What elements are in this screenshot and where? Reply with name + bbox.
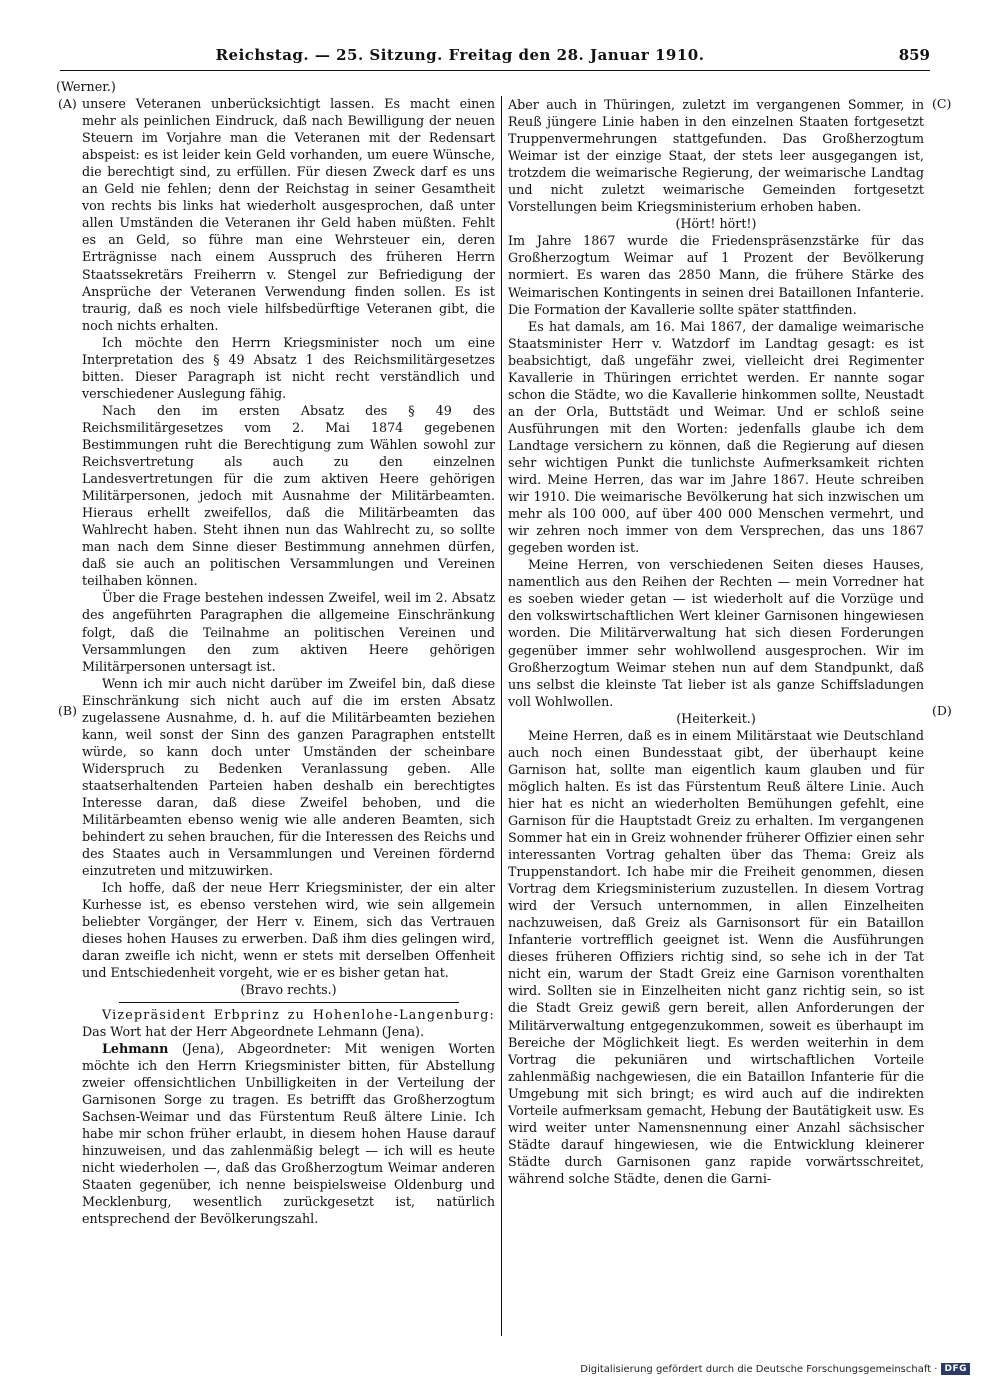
president-paragraph (82, 1006, 495, 1040)
interjection: (Hört! hört!) (675, 216, 757, 232)
paragraph: Über die Frage bestehen indessen Zweifel, weil im 2. Absatz des angeführten Paragraphen die allgemeine Einschränkung folgt, daß die Teilnahme an politischen Vereinen und Versammlungen den zum aktiven Heere gehörigen Militärpersonen untersagt ist. (82, 590, 495, 674)
paragraph: Es hat damals, am 16. Mai 1867, der damalige weimarische Staatsminister Herr v. Watzdorf im Landtag gesagt: es ist beabsichtigt, daß ungefähr zwei, vielleicht drei Regimenter Kavallerie in Thüringen errichtet werden. Er nannte sogar schon die Städte, wo die Kavallerie hinkommen sollte, Neustadt an der Orla, Buttstädt und Weimar. Und er schloß seine Ausführungen mit den Worten: jedenfalls glaube ich dem Landtage versichern zu können, daß die Regierung auf diesen sehr wichtigen Punkt die tunlichste Aufmerksamkeit richten wird. Meine Herren, das war im Jahre 1867. Heute schreiben wir 1910. Die weimarische Bevölkerung hat sich inzwischen um mehr als 100 000, auf über 400 000 Menschen vermehrt, und wir zehren noch immer von dem Versprechen, das uns 1867 gegeben worden ist. (508, 318, 924, 556)
paragraph: Aber auch in Thüringen, zuletzt im vergangenen Sommer, in Reuß jüngere Linie haben in den einzelnen Staaten fortgesetzt Truppenvermehrungen stattgefunden. Das Großherzogtum Weimar ist der einzige Staat, der stets leer ausgegangen ist, trotzdem die weimarische Regierung, der weimarische Landtag und nicht zuletzt weimarische Gemeinden fortgesetzt Vorstellungen beim Kriegsministerium erhoben haben. (508, 97, 924, 215)
paragraph: Ich hoffe, daß der neue Herr Kriegsminister, der ein alter Kurhesse ist, es ebenso verstehen wird, wie sein allgemein beliebter Vorgänger, der Herr v. Einem, sich das Vertrauen dieses hohen Hauses zu erwerben. Daß ihm dies gelingen wird, daran zweifle ich nicht, wenn er stets mit derselben Offenheit und Entschiedenheit vorgeht, wie er es bisher getan hat. (82, 880, 495, 981)
speaker-name: Lehmann (102, 1040, 169, 1056)
dfg-logo-icon: DFG (941, 1363, 970, 1375)
right-column (508, 96, 924, 1187)
left-column (56, 78, 495, 1227)
header-rule (60, 70, 930, 71)
applause-note: (Bravo rechts.) (240, 982, 337, 998)
paragraph: Ich möchte den Herrn Kriegsminister noch um eine Interpretation des § 49 Absatz 1 des Reichsmilitärgesetzes bitten. Dieser Paragraph ist nicht recht verständlich und verschiedener Auslegung fähig. (82, 334, 495, 401)
paragraph: Meine Herren, von verschiedenen Seiten dieses Hauses, namentlich aus den Reihen der Rechten — mein Vorredner hat es soeben wieder getan — ist wiederholt auf die Vorzüge und den volkswirtschaftlichen Wert kleiner Garnisonen hingewiesen worden. Die Militärverwaltung hat sich diesen Forderungen gegenüber immer sehr wohlwollend ausgesprochen. Wir im Großherzogtum Weimar stehen nun auf dem Standpunkt, daß uns selbst die kleinste Tat lieber ist als ganze Schiffsladungen voll Wohlwollen. (508, 557, 924, 709)
section-rule (119, 1002, 459, 1003)
margin-mark-a: (A) (58, 96, 77, 111)
speaker-tag: (Werner.) (56, 79, 116, 94)
column-divider (501, 96, 502, 1336)
footer-text: Digitalisierung gefördert durch die Deutsche Forschungsgemeinschaft · (580, 1363, 938, 1375)
page-header (60, 44, 930, 74)
president-name: Vizepräsident Erbprinz zu Hohenlohe-Langenburg: (102, 1006, 495, 1022)
speaker-intro: (Jena), Abgeordneter: Mit wenigen Worten möchte ich den Herrn Kriegsminister bitten, für Abstellung zweier offensichtlichen Unbilligkeiten in der Verteilung der Garnisonen Sorge zu tragen. Es betrifft das Großherzogtum Sachsen-Weimar und das Fürstentum Reuß ältere Linie. Ich habe mir schon früher erlaubt, in diesem hohen Hause darauf hinzuweisen, und das zahlenmäßig belegt — ich will es heute nicht wiederholen —, daß das Großherzogtum Weimar anderen Staaten gegenüber, ich nenne beispielsweise Oldenburg und Mecklenburg, wesentlich zurückgesetzt ist, natürlich entsprechend der Bevölkerungszahl. (82, 1040, 495, 1227)
paragraph: Im Jahre 1867 wurde die Friedenspräsenzstärke für das Großherzogtum Weimar auf 1 Prozent der Bevölkerung normiert. Es waren das 2850 Mann, die frühere Stärke des Weimarischen Kontingents in seinen drei Bataillonen Infanterie. Die Formation der Kavallerie sollte später stattfinden. (508, 233, 924, 317)
paragraph: Meine Herren, daß es in einem Militärstaat wie Deutschland auch noch einen Bundesstaat gibt, der überhaupt keine Garnison hat, sollte man eigentlich kaum glauben und für möglich halten. Es ist das Fürstentum Reuß ältere Linie. Auch hier hat es nicht an wiederholten Bemühungen gefehlt, eine Garnison für die Hauptstadt Greiz zu erhalten. Im vergangenen Sommer hat ein in Greiz wohnender früherer Offizier einen sehr interessanten Vortrag gehalten über das Thema: Greiz als Truppenstandort. Ich habe mir die Freiheit genommen, diesen Vortrag dem Kriegsministerium zuzustellen. In diesem Vortrag wird der Versuch unternommen, in allen Einzelheiten nachzuweisen, daß Greiz als Garnisonsort für ein Bataillon Infanterie vortrefflich geeignet ist. Wenn die Ausführungen dieses früheren Offiziers richtig sind, so sehe ich in der Tat nicht ein, warum der Stadt Greiz eine Garnison vorenthalten wird. Sollten sie in Einzelheiten nicht ganz richtig sein, so ist die Stadt Greiz gewiß gern bereit, allen Anforderungen der Militärverwaltung entgegenzukommen, soweit es überhaupt im Bereiche der Möglichkeit liegt. Es werden weiterhin in dem Vortrag die pekuniären und wirtschaftlichen Vorteile zahlenmäßig nachgewiesen, die ein Bataillon Infanterie für die Umgebung mit sich bringt; es wird auch auf die indirekten Vorteile aufmerksam gemacht, Hebung der Bautätigkeit usw. Es wird weiter unter Namensnennung einer Anzahl sächsischer Städte darauf hingewiesen, wie die Entwicklung kleinerer Städte durch Garnisonen ganz rapide vorwärtsschreitet, während solche Städte, denen die Garni- (508, 727, 924, 1186)
running-title: Reichstag. — 25. Sitzung. Freitag den 28. Januar 1910. (215, 46, 705, 64)
footer-credit (580, 1361, 970, 1377)
margin-mark-d: (D) (932, 703, 952, 718)
margin-mark-c: (C) (932, 96, 952, 111)
paragraph: Wenn ich mir auch nicht darüber im Zweifel bin, daß diese Einschränkung sich nicht auch auf die im ersten Absatz zugelassene Ausnahme, d. h. auf die Militärbeamten beziehen kann, weil sonst der Sinn des ganzen Paragraphen entstellt würde, so kann doch unter Umständen der scheinbare Widerspruch zu Bedenken Veranlassung geben. Alle staatserhaltenden Parteien haben deshalb ein berechtigtes Interesse daran, daß diese Zweifel behoben, und die Militärbeamten ebenso wenig wie alle anderen Beamten, sich behindert zu sehen brauchen, für die Interessen des Reichs und des Staates auch in Versammlungen und Vereinen fördernd einzutreten und mitzuwirken. (82, 675, 495, 879)
interjection: (Heiterkeit.) (676, 710, 756, 726)
paragraph: Nach den im ersten Absatz des § 49 des Reichsmilitärgesetzes vom 2. Mai 1874 gegebenen Bestimmungen ruht die Berechtigung zum Wählen sowohl zur Reichsvertretung als auch zu den einzelnen Landesvertretungen für die zum aktiven Heere gehörigen Militärpersonen, jedoch mit Ausnahme der Militärbeamten. Hieraus erhellt zweifellos, daß die Militärbeamten das Wahlrecht haben. Steht ihnen nun das Wahlrecht zu, so sollte man nach dem Sinne dieser Bestimmung annehmen dürfen, daß sie auch an politischen Versammlungen und Vereinen teilhaben können. (82, 402, 495, 589)
president-text: Das Wort hat der Herr Abgeordnete Lehmann (Jena). (82, 1023, 425, 1039)
page-number: 859 (898, 46, 930, 64)
paragraph: unsere Veteranen unberücksichtigt lassen. Es macht einen mehr als peinlichen Eindruck, daß nach Bewilligung der neuen Steuern im Vorjahre man die Veteranen mit der Redensart abspeist: es ist leider kein Geld vorhanden, um euere Wünsche, die berechtigt sind, zu erfüllen. Für diesen Zweck darf es uns an Geld nie fehlen; denn der Reichstag in seiner Gesamtheit von rechts bis links hat wiederholt ausgesprochen, daß unter allen Umständen die Veteranen ihr Geld haben müßten. Fehlt es an Geld, so führe man eine Wehrsteuer ein, deren Erträgnisse nach einem Ausspruch des früheren Herrn Staatssekretärs Freiherrn v. Stengel zur Befriedigung der Ansprüche der Veteranen Verwendung finden sollen. Es ist traurig, daß es noch viele hilfsbedürftige Veteranen gibt, die noch nichts erhalten. (82, 96, 495, 333)
speaker-paragraph (82, 1040, 495, 1228)
margin-mark-b: (B) (58, 703, 77, 718)
